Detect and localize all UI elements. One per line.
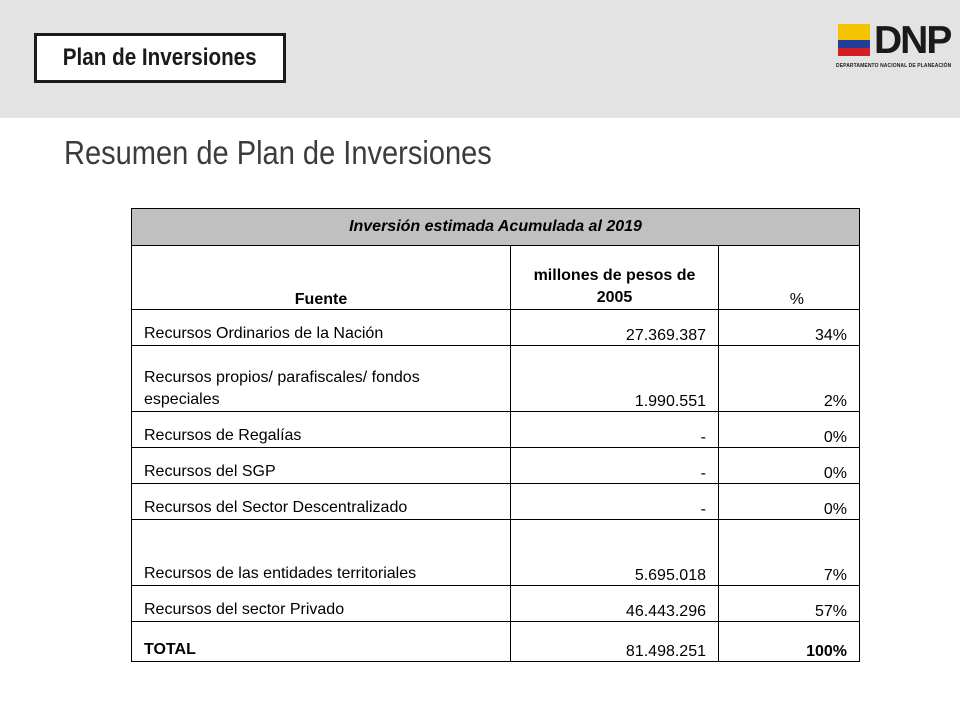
cell-millones: - xyxy=(511,448,719,484)
cell-millones: 27.369.387 xyxy=(511,310,719,346)
cell-pct: 2% xyxy=(719,346,860,412)
table-total-row xyxy=(132,622,860,662)
header-fuente: Fuente xyxy=(132,246,511,310)
cell-fuente: Recursos de Regalías xyxy=(132,412,511,448)
cell-pct: 34% xyxy=(719,310,860,346)
table-header-row xyxy=(132,246,860,310)
table-row xyxy=(132,310,860,346)
cell-fuente: Recursos del Sector Descentralizado xyxy=(132,484,511,520)
header-millones: millones de pesos de 2005 xyxy=(511,246,719,310)
total-pct: 100% xyxy=(719,622,860,662)
section-title-box xyxy=(34,33,286,83)
investment-table xyxy=(131,208,860,662)
colombia-flag-icon xyxy=(836,20,872,62)
cell-millones: 46.443.296 xyxy=(511,586,719,622)
cell-fuente: Recursos Ordinarios de la Nación xyxy=(132,310,511,346)
section-title: Plan de Inversiones xyxy=(63,44,257,71)
table-row xyxy=(132,448,860,484)
table-row xyxy=(132,346,860,412)
cell-fuente: Recursos de las entidades territoriales xyxy=(132,520,511,586)
table-caption-row xyxy=(132,209,860,246)
cell-pct: 0% xyxy=(719,412,860,448)
cell-pct: 57% xyxy=(719,586,860,622)
page-title: Resumen de Plan de Inversiones xyxy=(64,134,492,171)
header-pct: % xyxy=(719,246,860,310)
cell-pct: 0% xyxy=(719,448,860,484)
logo-subtitle: DEPARTAMENTO NACIONAL DE PLANEACIÓN xyxy=(836,63,952,69)
cell-millones: - xyxy=(511,412,719,448)
cell-millones: 5.695.018 xyxy=(511,520,719,586)
total-millones: 81.498.251 xyxy=(511,622,719,662)
dnp-logo xyxy=(836,20,954,70)
cell-millones: - xyxy=(511,484,719,520)
table-row xyxy=(132,520,860,586)
table-caption: Inversión estimada Acumulada al 2019 xyxy=(132,209,860,246)
cell-fuente: Recursos del SGP xyxy=(132,448,511,484)
table-row xyxy=(132,484,860,520)
table-row xyxy=(132,586,860,622)
cell-pct: 0% xyxy=(719,484,860,520)
table-row xyxy=(132,412,860,448)
cell-millones: 1.990.551 xyxy=(511,346,719,412)
cell-fuente: Recursos del sector Privado xyxy=(132,586,511,622)
total-label: TOTAL xyxy=(132,622,511,662)
cell-fuente: Recursos propios/ parafiscales/ fondos especiales xyxy=(132,346,511,412)
logo-letters: DNP xyxy=(874,19,951,62)
cell-pct: 7% xyxy=(719,520,860,586)
